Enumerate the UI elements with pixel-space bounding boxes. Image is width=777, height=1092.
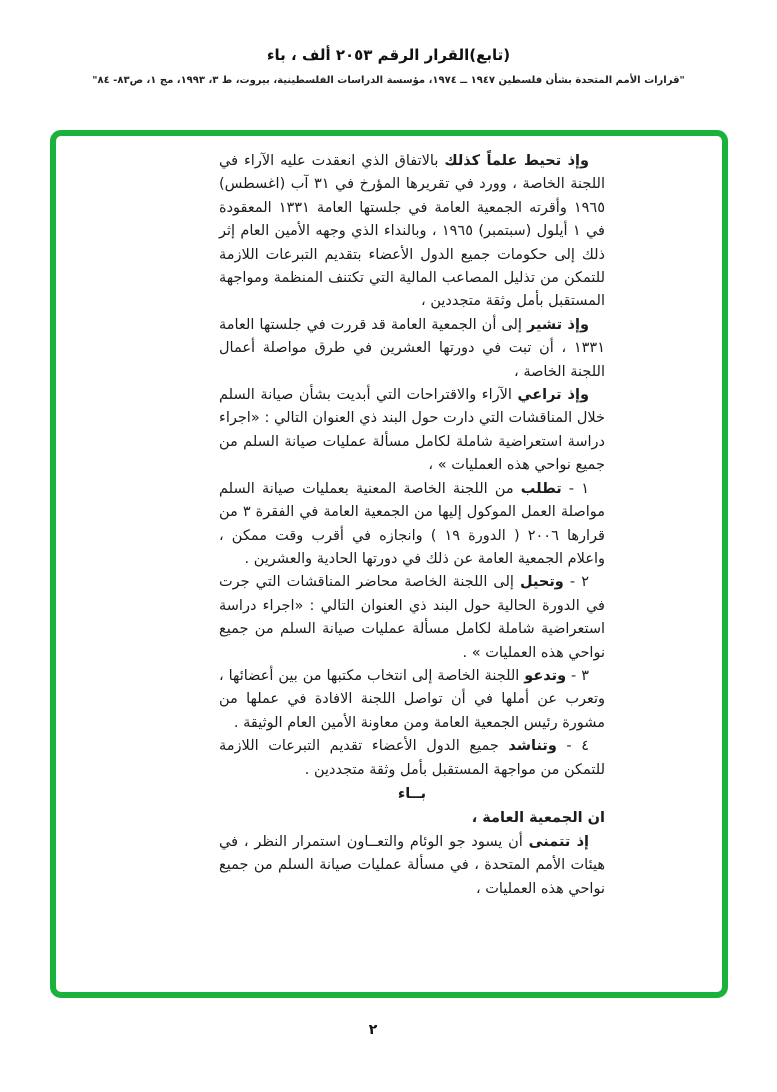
paragraph-lead-words: وإذ تحيط علماً كذلك <box>444 153 589 169</box>
operative-paragraph-2: ٢ - وتحيل إلى اللجنة الخاصة محاضر المناقشات التي جرت في الدورة الحالية حول البند ذي العنوان التالي : «اجراء دراسة استعراضية شاملة لكامل مسألة عمليات صيانة السلم من جميع نواحي هذه العمليات » . <box>219 574 605 661</box>
paragraph-lead-words: وإذ تراعي <box>517 387 589 404</box>
operative-paragraph-4: ٤ - وتناشد جميع الدول الأعضاء تقديم التبرعات اللازمة للتمكن من مواجهة المستقبل بأمل وثقة متجددين . <box>219 738 605 778</box>
paragraph-lead-words: تطلب <box>520 480 562 497</box>
paragraph-lead-words: وتدعو <box>524 667 567 684</box>
page-header <box>0 46 777 86</box>
preamble-paragraph-1: وإذ تحيط علماً كذلك بالاتفاق الذي انعقدت عليه الآراء في اللجنة الخاصة ، وورد في تقريرها المؤرخ في ٣١ آب (اغسطس) ١٩٦٥ وأقرته الجمعية العامة في جلستها العامة ١٣٣١ المعقودة في ١ أيلول (سبتمبر) ١٩٦٥ ، وبالنداء الذي وجهه الأمين العام إثر ذلك إلى حكومات جميع الدول الأعضاء بتقديم التبرعات اللازمة للتمكن من تذليل المصاعب المالية التي تكتنف المنظمة ومواجهة المستقبل بأمل وثقة متجددين ، <box>219 153 606 310</box>
operative-paragraph-3: ٣ - وتدعو اللجنة الخاصة إلى انتخاب مكتبها من بين أعضائها ، وتعرب عن أملها في أن تواصل اللجنة الافادة في عملها من مشورة رئيس الجمعية العامة ومن معاونة الأمين العام الوثيقة . <box>219 667 605 731</box>
paragraph-lead-words: وتحيل <box>520 574 564 591</box>
paragraph-lead-words: بــاء <box>397 785 427 802</box>
preamble-paragraph-2: وإذ تشير إلى أن الجمعية العامة قد قررت في جلستها العامة ١٣٣١ ، أن تبت في دورتها العشرين في طرق مواصلة أعمال اللجنة الخاصة ، <box>219 316 605 380</box>
resolution-body <box>219 150 605 901</box>
source-citation: "قرارات الأمم المتحدة بشأن فلسطين ١٩٤٧ ــ ١٩٧٤، مؤسسة الدراسات الفلسطينية، بيروت، ط ٣، ١٩٩٣، مج ١، ص٨٣- ٨٤" <box>92 75 685 86</box>
paragraph-lead-words: وتناشد <box>508 738 557 755</box>
operative-paragraph-1: ١ - تطلب من اللجنة الخاصة المعنية بعمليات صيانة السلم مواصلة العمل الموكول إليها من الجمعية العامة في الفقرة ٣ من قرارها ٢٠٠٦ ( الدورة ١٩ ) وانجازه في أقرب وقت ممكن ، واعلام الجمعية العامة عن ذلك في دورتها الحادية والعشرين . <box>219 480 605 567</box>
paragraph-lead-words: وإذ تشير <box>526 316 589 333</box>
content-frame <box>50 130 728 998</box>
preamble-paragraph-3: وإذ تراعي الآراء والاقتراحات التي أبديت بشأن صيانة السلم خلال المناقشات التي دارت حول البند ذي العنوان التالي : «اجراء دراسة استعراضية شاملة لكامل مسألة عمليات صيانة السلم من جميع نواحي هذه العمليات » ، <box>219 387 605 474</box>
paragraph-lead-words: ان الجمعية العامة ، <box>471 810 605 827</box>
resolution-title: (تابع)القرار الرقم ٢٠٥٣ ألف ، باء <box>266 46 511 64</box>
preamble-opening-line <box>219 807 605 830</box>
section-heading-baa <box>219 783 605 806</box>
paragraph-lead-words: إذ تتمنى <box>528 833 589 850</box>
page-number: ٢ <box>368 1022 378 1038</box>
section-b-paragraph-1: إذ تتمنى أن يسود جو الوئام والتعــاون استمرار النظر ، في هيئات الأمم المتحدة ، في مسألة عمليات صيانة السلم من جميع نواحي هذه العمليات ، <box>219 833 605 897</box>
